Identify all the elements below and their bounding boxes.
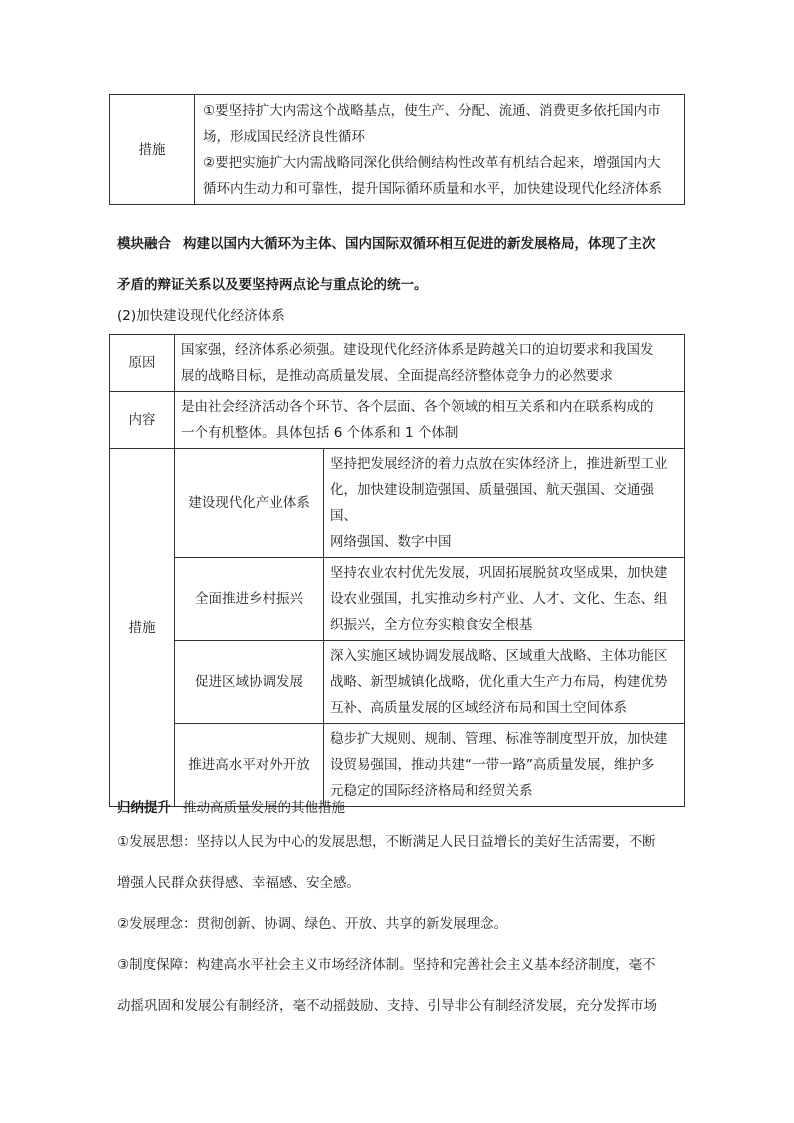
- content-line: ①要坚持扩大内需这个战略基点，使生产、分配、流通、消费更多依托国内市: [203, 102, 661, 119]
- summary-line: ③制度保障：构建高水平社会主义市场经济体制。坚持和完善社会主义基本经济制度，毫不: [117, 957, 656, 973]
- summary-line: ②发展理念：贯彻创新、协调、绿色、开放、共享的新发展理念。: [117, 916, 508, 932]
- row-content: [175, 335, 685, 392]
- measure-content: [324, 724, 685, 807]
- summary-line: ①发展思想：坚持以人民为中心的发展思想，不断满足人民日益增长的美好生活需要，不断: [117, 834, 656, 850]
- table-row: [110, 641, 685, 724]
- summary-kicker: 归纳提升: [117, 800, 171, 816]
- module-line: [117, 224, 687, 265]
- content-line: 展的战略目标，是推动高质量发展、全面提高经济整体竞争力的必然要求: [181, 368, 613, 384]
- content-line: 坚持农业农村优先发展，巩固拓展脱贫攻坚成果，加快建: [330, 565, 668, 581]
- content-line: 化，加快建设制造强国、质量强国、航天强国、交通强国、: [330, 482, 654, 524]
- summary-title: 推动高质量发展的其他措施: [183, 800, 345, 816]
- content-line: 场，形成国民经济良性循环: [203, 128, 365, 145]
- content-line: 一个有机整体。具体包括 6 个体系和 1 个体制: [181, 425, 459, 441]
- content-line: 战略、新型城镇化战略，优化重大生产力布局，构建优势: [330, 674, 668, 690]
- economy-system-table: [109, 334, 685, 807]
- module-line: 矛盾的辩证关系以及要坚持两点论与重点论的统一。: [117, 277, 428, 293]
- content-line: 国家强，经济体系必须强。建设现代化经济体系是跨越关口的迫切要求和我国发: [181, 342, 654, 358]
- summary-body: [117, 822, 687, 1027]
- table-row: [110, 392, 685, 449]
- measure-name: 建设现代化产业体系: [175, 449, 324, 558]
- content-line: 织振兴，全方位夯实粮食安全根基: [330, 617, 533, 633]
- module-text: 构建以国内大循环为主体、国内国际双循环相互促进的新发展格局，体现了主次: [183, 236, 656, 252]
- content-line: 元稳定的国际经济格局和经贸关系: [330, 783, 533, 799]
- row-label: 内容: [110, 392, 175, 449]
- content-line: 设贸易强国，推动共建“一带一路”高质量发展，维护多: [330, 757, 655, 773]
- content-line: 坚持把发展经济的着力点放在实体经济上，推进新型工业: [330, 456, 668, 472]
- summary-heading: [117, 796, 687, 820]
- row-label: 原因: [110, 335, 175, 392]
- table-row: [110, 335, 685, 392]
- content-line: 网络强国、数字中国: [330, 534, 452, 550]
- measures-table-1: [109, 94, 685, 205]
- module-fusion-paragraph: [117, 224, 687, 306]
- content-line: 互补、高质量发展的区域经济布局和国土空间体系: [330, 700, 627, 716]
- row-label: 措施: [110, 449, 175, 807]
- content-line: ②要把实施扩大内需战略同深化供给侧结构性改革有机结合起来，增强国内大: [203, 154, 661, 171]
- summary-line: 增强人民群众获得感、幸福感、安全感。: [117, 875, 360, 891]
- row-content: [195, 95, 685, 205]
- section-title: (2)加快建设现代化经济体系: [117, 308, 285, 324]
- measure-content: [324, 558, 685, 641]
- measure-name: 促进区域协调发展: [175, 641, 324, 724]
- row-label: 措施: [110, 95, 195, 205]
- content-line: 设农业强国，扎实推动乡村产业、人才、文化、生态、组: [330, 591, 668, 607]
- table-row: [110, 724, 685, 807]
- measure-content: [324, 449, 685, 558]
- content-line: 深入实施区域协调发展战略、区域重大战略、主体功能区: [330, 648, 668, 664]
- table-row: [110, 449, 685, 558]
- summary-line: 动摇巩固和发展公有制经济，毫不动摇鼓励、支持、引导非公有制经济发展，充分发挥市场: [117, 998, 657, 1014]
- measure-content: [324, 641, 685, 724]
- measure-name: 全面推进乡村振兴: [175, 558, 324, 641]
- table-row: [110, 558, 685, 641]
- content-line: 稳步扩大规则、规制、管理、标准等制度型开放，加快建: [330, 731, 668, 747]
- content-line: 是由社会经济活动各个环节、各个层面、各个领域的相互关系和内在联系构成的: [181, 399, 654, 415]
- row-content: [175, 392, 685, 449]
- measure-name: 推进高水平对外开放: [175, 724, 324, 807]
- module-kicker: 模块融合: [117, 236, 171, 252]
- content-line: 循环内生动力和可靠性，提升国际循环质量和水平，加快建设现代化经济体系: [203, 180, 662, 197]
- table-row: [110, 95, 685, 205]
